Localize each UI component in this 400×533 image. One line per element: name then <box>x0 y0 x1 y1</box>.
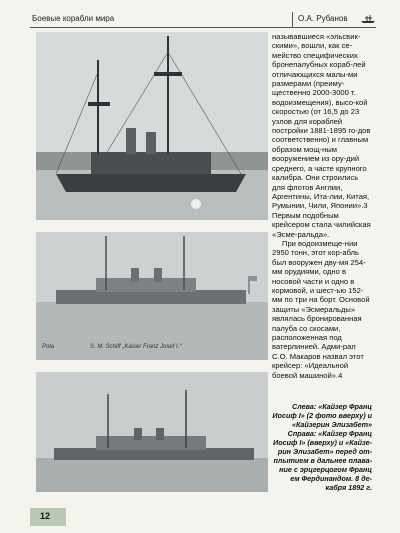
paragraph: При водоизмеще-нии 2950 тонн, этот кор-абль был вооружен дву-мя 254-мм орудиями, одно в носовой части и одно в кормовой, и шест-ью 152-мм по три на борт. Основой защиты «Эсмеральды» являлась бронированная палуба со скосами, расположенная под ватерлинией. Адми-рал С.О. Макаров назвал этот крейсер: «Идеальной боевой машиной».4 <box>272 238 370 380</box>
photo-place: Pola <box>42 344 55 350</box>
author-name: О.А. Рубанов <box>298 14 348 23</box>
header-divider <box>292 12 293 27</box>
photo-ship-name: S. M. Schiff „Kaiser Franz Josef I.“ <box>90 344 182 350</box>
ship-silhouette-icon <box>360 13 376 25</box>
page-number: 12 <box>40 511 51 521</box>
page-number-box <box>30 508 66 526</box>
section-title: Боевые корабли мира <box>32 14 115 23</box>
running-header <box>30 12 376 28</box>
paragraph: называвшиеся «эльсвик-скими», вошли, как се-мейство специфических бронепалубных кораб-лей отличающихся малы-ми размерами (преиму-щественно 2000-3000 т. водоизмещения), высо-кой скоростью (от 16,5 до 23 узлов для кораблей постройки 1881-1895 го-дов соответственно) и главным образом мощ-ным вооружением из ору-дий среднего, а часте крупного калибра. Они строились для флотов Англии, Аргентины, Ита-лии, Китая, Румынии, Чили, Японии».3 Первым подобным крейсером стала чилийская «Эсме-ральда». <box>272 32 371 239</box>
article-text <box>272 32 372 380</box>
photo-kaiserin-elisabeth <box>36 372 268 492</box>
photo-cruiser-top <box>36 32 268 220</box>
photo-kaiser-franz-josef <box>36 232 268 360</box>
photo-caption: Слева: «Кайзер Франц Иосиф I» (2 фото вверху) и «Кайзерин Элизабет» Справа: «Кайзер Франц Иосиф I» (вверху) и «Кайзе-рин Элизабет» перед от-плытием в дальнее плава-ние с эрцгерцогом Франц ем Фердинандом. 8 де-кабря 1892 г. <box>272 402 372 492</box>
